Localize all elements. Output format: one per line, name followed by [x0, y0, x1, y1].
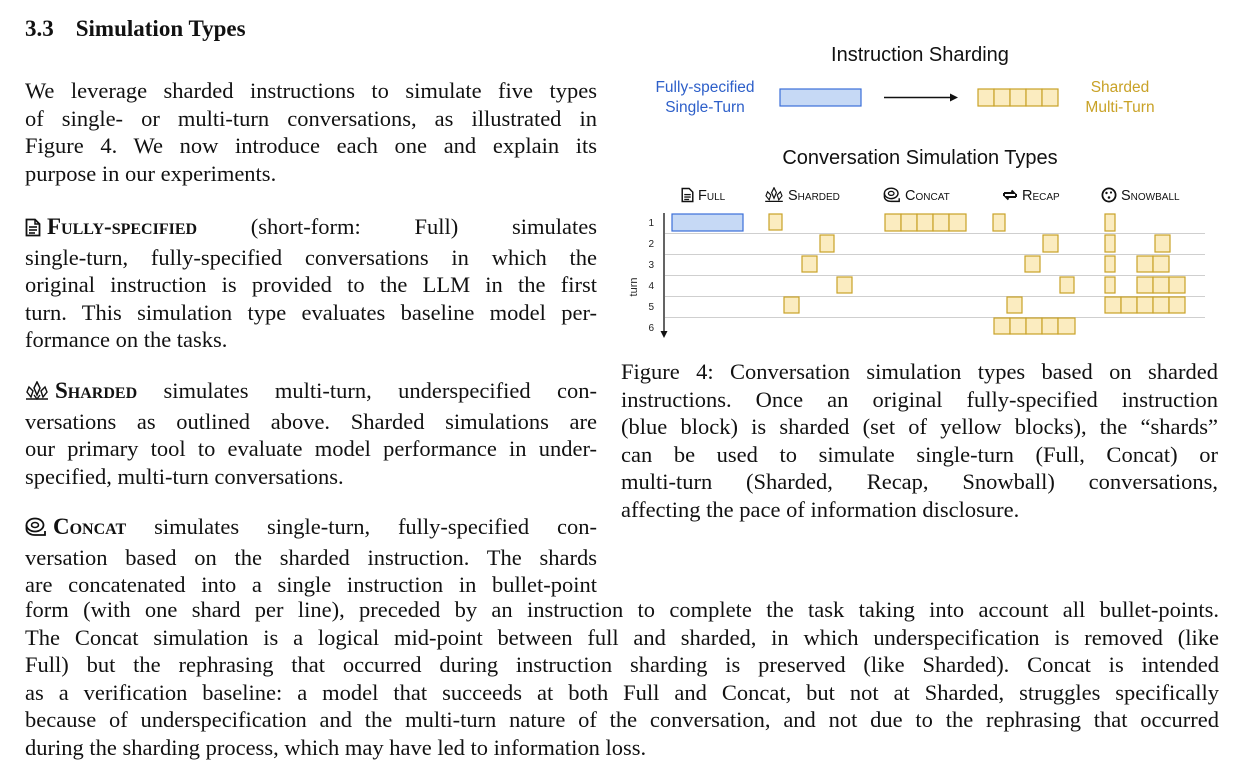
section-title: Simulation Types	[75, 16, 246, 41]
concat-full-line: form (with one shard per line), preceded by an instruction to complete the task taking into account all bullet-points.	[25, 597, 1219, 622]
sharding-diagram	[770, 80, 1090, 116]
sharded-line: our primary tool to evaluate model performance in under-	[25, 436, 597, 462]
intro-line: Figure 4. We now introduce each one and explain its	[25, 133, 597, 159]
shard-blocks	[978, 89, 1058, 106]
snowball-shard	[1105, 214, 1115, 231]
full-block-turn1	[672, 214, 743, 231]
concat-paragraph	[25, 513, 597, 599]
snowball-shard	[1105, 277, 1115, 293]
caption-line: multi-turn (Sharded, Recap, Snowball) conversations,	[621, 469, 1218, 495]
sharded-multiturn-label-line1: Sharded	[1090, 79, 1150, 96]
concat-full-line: The Concat simulation is a logical mid-point between full and sharded, in which underspecification is removed (like	[25, 624, 1219, 650]
snowball-shard	[1105, 297, 1121, 313]
simulation-grid	[620, 205, 1220, 345]
loop-icon	[1002, 187, 1018, 203]
column-header-full	[681, 187, 725, 204]
full-instruction-block	[780, 89, 861, 106]
turn-number: 3	[648, 260, 654, 271]
concat-paragraph-continued	[25, 596, 1219, 762]
snowball-shard	[1153, 297, 1169, 313]
crystals-icon	[764, 187, 784, 203]
fully-specified-label	[640, 78, 770, 118]
full-line: formance on the tasks.	[25, 327, 228, 353]
full-line: (short-form: Full) simulates	[197, 214, 597, 239]
sharded-shard	[784, 297, 799, 313]
concat-term: Concat	[53, 514, 127, 539]
concat-shard	[917, 214, 933, 231]
snowball-shard	[1169, 277, 1185, 293]
snowball-icon	[1101, 187, 1117, 203]
caption-line: instructions. Once an original fully-specified instruction	[621, 386, 1218, 412]
figure-4	[620, 0, 1220, 350]
full-line: turn. This simulation type evaluates baseline model per-	[25, 299, 597, 325]
snowball-shard	[1137, 256, 1153, 272]
turn-number: 5	[648, 302, 654, 313]
sharded-term: Sharded	[55, 378, 138, 403]
full-line: original instruction is provided to the LLM in the first	[25, 272, 597, 298]
snowball-shard	[1169, 297, 1185, 313]
recap-shard	[1060, 277, 1074, 293]
concat-full-line: during the sharding process, which may have led to information loss.	[25, 734, 647, 760]
crystals-icon	[25, 380, 49, 408]
turn-number: 4	[648, 281, 654, 292]
column-header-recap-label: Recap	[1022, 188, 1060, 204]
concat-full-line: as a verification baseline: a model that succeeds at both Full and Concat, but not at Sharded, struggles specifically	[25, 679, 1219, 705]
concat-line: are concatenated into a single instruction in bullet-point	[25, 572, 597, 598]
concat-full-line: because of underspecification and the multi-turn nature of the conversation, and not due to the rephrasing that occurred	[25, 707, 1219, 733]
snowball-shard	[1153, 256, 1169, 272]
sharded-shard	[837, 277, 852, 293]
snowball-shard	[1137, 297, 1153, 313]
tape-icon	[883, 187, 901, 203]
snowball-shard	[1155, 235, 1170, 252]
figure-title-sharding: Instruction Sharding	[831, 44, 1009, 66]
intro-line: purpose in our experiments.	[25, 160, 277, 186]
sharded-shard	[820, 235, 834, 252]
snowball-shard	[1121, 297, 1137, 313]
sharded-line: versations as outlined above. Sharded simulations are	[25, 408, 597, 434]
tape-icon	[25, 516, 47, 544]
recap-summary-shard	[1058, 318, 1075, 334]
recap-summary-shard	[1042, 318, 1058, 334]
sharded-line: simulates multi-turn, underspecified con-	[137, 378, 597, 403]
snowball-shard	[1105, 235, 1115, 252]
full-line: single-turn, fully-specified conversations in which the	[25, 244, 597, 270]
turn-axis-arrowhead	[661, 331, 668, 338]
concat-shard	[933, 214, 949, 231]
sharded-shard	[802, 256, 817, 272]
turn-axis-label: turn	[628, 277, 640, 297]
column-header-snowball-label: Snowball	[1121, 188, 1180, 204]
column-header-sharded-label: Sharded	[788, 188, 840, 204]
snowball-shard	[1153, 277, 1169, 293]
intro-line: of single- or multi-turn conversations, as illustrated in	[25, 105, 597, 131]
recap-shard	[1043, 235, 1058, 252]
recap-summary-shard	[994, 318, 1010, 334]
fully-specified-label-line1: Fully-specified	[655, 79, 755, 96]
concat-shard	[949, 214, 966, 231]
caption-line: Figure 4: Conversation simulation types based on sharded	[621, 359, 1218, 384]
turn-number: 1	[648, 218, 654, 229]
column-header-concat-label: Concat	[905, 188, 950, 204]
recap-shard	[993, 214, 1005, 231]
column-header-snowball	[1101, 187, 1180, 204]
concat-line: versation based on the sharded instruction. The shards	[25, 544, 597, 570]
caption-line: (blue block) is sharded (set of yellow blocks), the “shards”	[621, 414, 1218, 440]
caption-line: affecting the pace of information disclosure.	[621, 496, 1020, 522]
column-header-recap	[1002, 187, 1060, 204]
recap-summary-shard	[1010, 318, 1026, 334]
recap-summary-shard	[1026, 318, 1042, 334]
concat-shard	[885, 214, 901, 231]
column-header-concat	[883, 187, 950, 204]
recap-shard	[1025, 256, 1040, 272]
intro-paragraph	[25, 77, 597, 187]
intro-line: We leverage sharded instructions to simulate five types	[25, 78, 597, 103]
yellow-shards	[769, 214, 1185, 334]
sharding-arrowhead	[950, 94, 958, 102]
sharded-line: specified, multi-turn conversations.	[25, 463, 344, 489]
column-header-full-label: Full	[698, 188, 726, 204]
concat-full-line: Full) but the rephrasing that occurred during instruction sharding is preserved (like Sharded). Concat is intended	[25, 652, 1219, 678]
concat-line: simulates single-turn, fully-specified con-	[126, 514, 597, 539]
caption-line: can be used to simulate single-turn (Full, Concat) or	[621, 441, 1218, 467]
section-heading	[25, 16, 246, 42]
concat-shard	[901, 214, 917, 231]
sharded-multiturn-label-line2: Multi-Turn	[1085, 99, 1155, 116]
sharded-shard	[769, 214, 782, 230]
sharded-multiturn-label	[1060, 78, 1180, 118]
snowball-shard	[1137, 277, 1153, 293]
full-term: Fully-specified	[47, 214, 198, 239]
column-header-sharded	[764, 187, 840, 204]
full-paragraph	[25, 213, 597, 354]
section-number: 3.3	[25, 16, 54, 41]
fully-specified-label-line2: Single-Turn	[665, 99, 745, 116]
turn-number: 6	[648, 323, 654, 334]
turn-number: 2	[648, 239, 654, 250]
figure-caption	[621, 358, 1218, 524]
snowball-shard	[1105, 256, 1115, 272]
document-icon	[25, 216, 41, 244]
document-icon	[681, 187, 694, 203]
sharded-paragraph	[25, 377, 597, 490]
figure-title-simulation-types: Conversation Simulation Types	[782, 147, 1058, 169]
recap-shard	[1007, 297, 1022, 313]
